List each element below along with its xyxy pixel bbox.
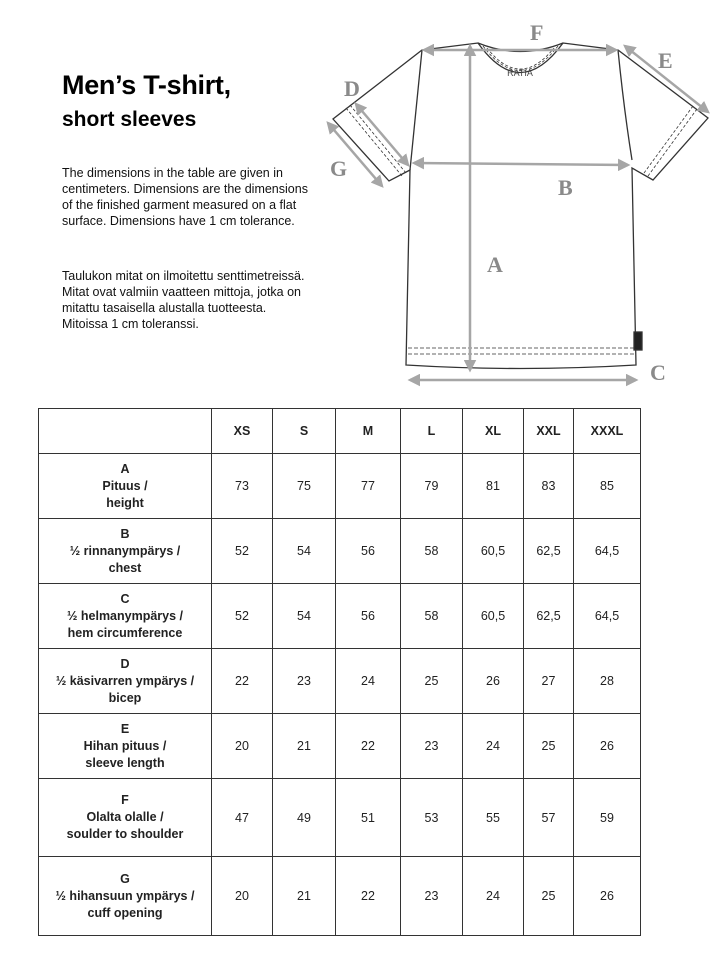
row-label: E Hihan pituus / sleeve length bbox=[39, 714, 212, 779]
size-header: XXL bbox=[524, 409, 574, 454]
label-b: B bbox=[558, 175, 573, 200]
value-cell: 21 bbox=[273, 857, 336, 936]
size-header: XS bbox=[212, 409, 273, 454]
table-row bbox=[39, 857, 641, 936]
value-cell: 22 bbox=[336, 714, 401, 779]
value-cell: 26 bbox=[463, 649, 524, 714]
row-label: F Olalta olalle / soulder to shoulder bbox=[39, 779, 212, 857]
value-cell: 22 bbox=[336, 857, 401, 936]
value-cell: 21 bbox=[273, 714, 336, 779]
value-cell: 56 bbox=[336, 584, 401, 649]
value-cell: 85 bbox=[574, 454, 641, 519]
value-cell: 81 bbox=[463, 454, 524, 519]
value-cell: 73 bbox=[212, 454, 273, 519]
value-cell: 26 bbox=[574, 857, 641, 936]
value-cell: 54 bbox=[273, 519, 336, 584]
table-row bbox=[39, 454, 641, 519]
value-cell: 49 bbox=[273, 779, 336, 857]
table-row bbox=[39, 649, 641, 714]
label-c: C bbox=[650, 360, 666, 385]
value-cell: 24 bbox=[336, 649, 401, 714]
row-label: G ½ hihansuun ympärys / cuff opening bbox=[39, 857, 212, 936]
value-cell: 20 bbox=[212, 714, 273, 779]
description-english: The dimensions in the table are given in centimeters. Dimensions are the dimensions of the finished garment measured on a flat surface. Dimensions have 1 cm tolerance. bbox=[62, 166, 308, 228]
value-cell: 77 bbox=[336, 454, 401, 519]
corner-cell bbox=[39, 409, 212, 454]
value-cell: 55 bbox=[463, 779, 524, 857]
value-cell: 62,5 bbox=[524, 519, 574, 584]
size-header: XXXL bbox=[574, 409, 641, 454]
value-cell: 23 bbox=[273, 649, 336, 714]
label-e: E bbox=[658, 48, 673, 73]
description-finnish: Taulukon mitat on ilmoitettu senttimetreissä. Mitat ovat valmiin vaatteen mittoja, jotka on mitattu tasaisella alustalla tuotteesta. Mitoissa 1 cm toleranssi. bbox=[62, 269, 305, 331]
row-label: A Pituus / height bbox=[39, 454, 212, 519]
value-cell: 52 bbox=[212, 519, 273, 584]
value-cell: 60,5 bbox=[463, 519, 524, 584]
size-header: L bbox=[401, 409, 463, 454]
value-cell: 60,5 bbox=[463, 584, 524, 649]
value-cell: 75 bbox=[273, 454, 336, 519]
label-g: G bbox=[330, 156, 348, 181]
value-cell: 54 bbox=[273, 584, 336, 649]
table-row bbox=[39, 519, 641, 584]
value-cell: 25 bbox=[401, 649, 463, 714]
value-cell: 26 bbox=[574, 714, 641, 779]
value-cell: 24 bbox=[463, 714, 524, 779]
label-f: F bbox=[530, 20, 544, 45]
value-cell: 53 bbox=[401, 779, 463, 857]
size-header: XL bbox=[463, 409, 524, 454]
value-cell: 23 bbox=[401, 857, 463, 936]
value-cell: 47 bbox=[212, 779, 273, 857]
label-d: D bbox=[344, 76, 360, 101]
value-cell: 24 bbox=[463, 857, 524, 936]
value-cell: 83 bbox=[524, 454, 574, 519]
row-label: C ½ helmanympärys / hem circumference bbox=[39, 584, 212, 649]
size-header: M bbox=[336, 409, 401, 454]
value-cell: 56 bbox=[336, 519, 401, 584]
value-cell: 52 bbox=[212, 584, 273, 649]
value-cell: 79 bbox=[401, 454, 463, 519]
value-cell: 59 bbox=[574, 779, 641, 857]
value-cell: 57 bbox=[524, 779, 574, 857]
label-a: A bbox=[487, 252, 503, 277]
value-cell: 22 bbox=[212, 649, 273, 714]
table-row bbox=[39, 779, 641, 857]
size-header: S bbox=[273, 409, 336, 454]
value-cell: 58 bbox=[401, 519, 463, 584]
value-cell: 64,5 bbox=[574, 519, 641, 584]
size-table bbox=[38, 408, 641, 936]
tshirt-outline-icon bbox=[333, 43, 708, 369]
value-cell: 20 bbox=[212, 857, 273, 936]
table-row bbox=[39, 714, 641, 779]
row-label: D ½ käsivarren ympärys / bicep bbox=[39, 649, 212, 714]
value-cell: 27 bbox=[524, 649, 574, 714]
value-cell: 51 bbox=[336, 779, 401, 857]
value-cell: 25 bbox=[524, 857, 574, 936]
value-cell: 25 bbox=[524, 714, 574, 779]
value-cell: 23 bbox=[401, 714, 463, 779]
table-row bbox=[39, 584, 641, 649]
page-title: Men’s T-shirt, bbox=[62, 70, 231, 100]
value-cell: 62,5 bbox=[524, 584, 574, 649]
page-subtitle: short sleeves bbox=[62, 108, 197, 131]
brand-label: RATIA bbox=[507, 68, 533, 78]
value-cell: 58 bbox=[401, 584, 463, 649]
value-cell: 28 bbox=[574, 649, 641, 714]
row-label: B ½ rinnanympärys / chest bbox=[39, 519, 212, 584]
size-header-row bbox=[39, 409, 641, 454]
tshirt-measurement-diagram bbox=[320, 10, 710, 390]
value-cell: 64,5 bbox=[574, 584, 641, 649]
